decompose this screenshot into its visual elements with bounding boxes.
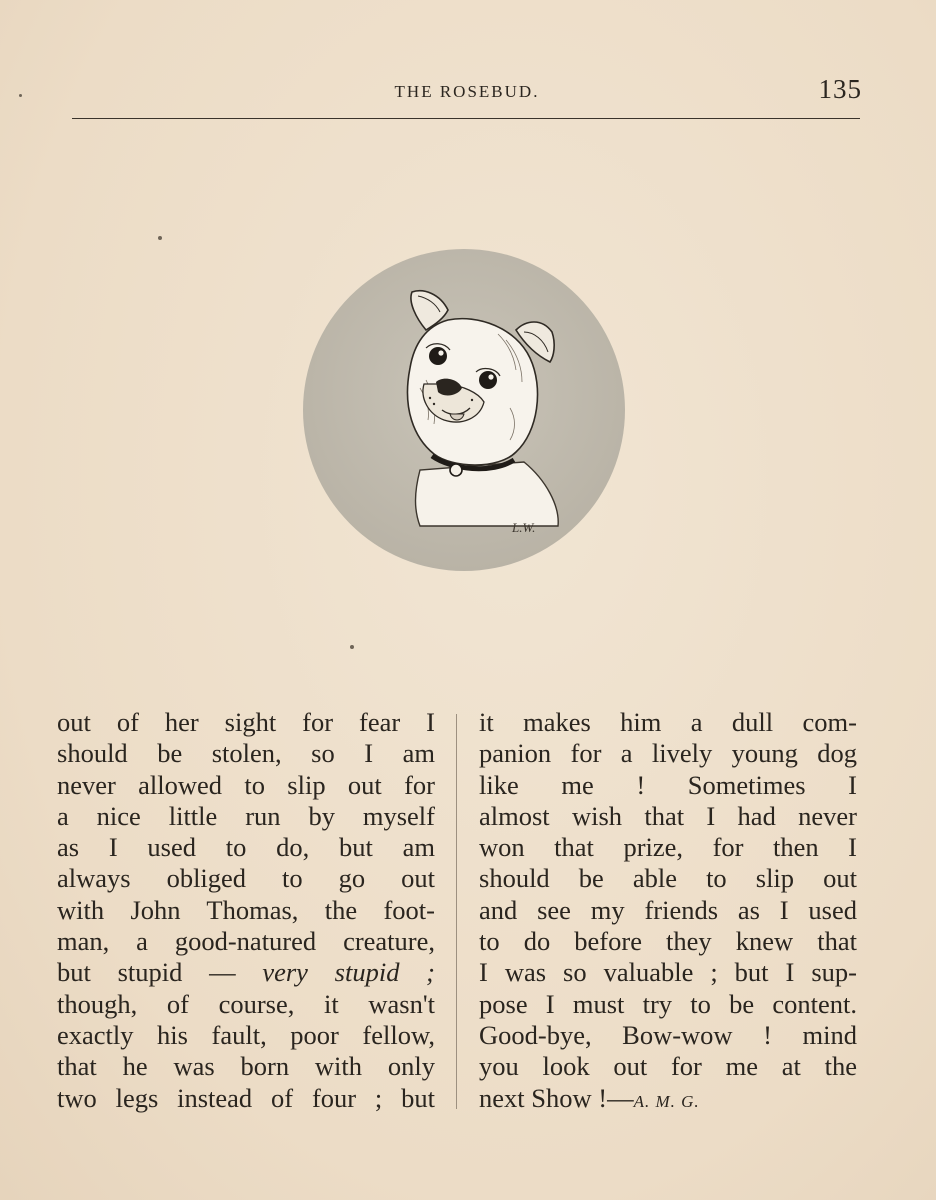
text-line: it makes him a dull com- [479,707,857,737]
text-columns [57,707,860,1117]
text-line [479,1083,857,1114]
dog-illustration [302,248,626,572]
text-line: with John Thomas, the foot- [57,894,435,925]
text-segment: but stupid — [57,957,236,988]
paper-speck [350,645,354,649]
paper-speck [19,94,22,97]
illustrator-signature: L.W. [512,520,536,535]
text-line [57,957,435,988]
text-line: to do before they knew that [479,926,857,957]
text-line: you look out for me at the [479,1051,857,1082]
page-number: 135 [818,74,862,104]
text-segment: next Show !— [479,1082,634,1113]
page-header [72,74,862,112]
text-line: out of her sight for fear I [57,707,435,737]
text-line: pose I must try to be content. [479,988,857,1019]
text-line: that he was born with only [57,1051,435,1082]
text-line: almost wish that I had never [479,800,857,831]
dog-portrait-icon [302,248,626,572]
text-line: Good-bye, Bow-wow ! mind [479,1019,857,1050]
text-line: man, a good-natured creature, [57,926,435,957]
right-column [479,707,857,1114]
text-line: should be able to slip out [479,863,857,894]
text-line: never allowed to slip out for [57,769,435,800]
text-line: always obliged to go out [57,863,435,894]
text-line: two legs instead of four ; but [57,1082,435,1113]
text-line: though, of course, it wasn't [57,988,435,1019]
header-rule [72,118,860,119]
text-line: should be stolen, so I am [57,738,435,769]
running-title: THE ROSEBUD. [394,82,540,101]
text-line: won that prize, for then I [479,832,857,863]
text-line: exactly his fault, poor fellow, [57,1019,435,1050]
left-column [57,707,435,1114]
text-line: and see my friends as I used [479,894,857,925]
italic-emphasis: very stupid ; [262,957,436,988]
paper-speck [158,236,162,240]
text-line: panion for a lively young dog [479,738,857,769]
text-line: a nice little run by myself [57,800,435,831]
text-line: like me ! Sometimes I [479,769,857,800]
text-line: I was so valuable ; but I sup- [479,957,857,988]
column-divider [456,714,457,1109]
author-initials: A. M. G. [633,1091,700,1111]
text-line: as I used to do, but am [57,832,435,863]
